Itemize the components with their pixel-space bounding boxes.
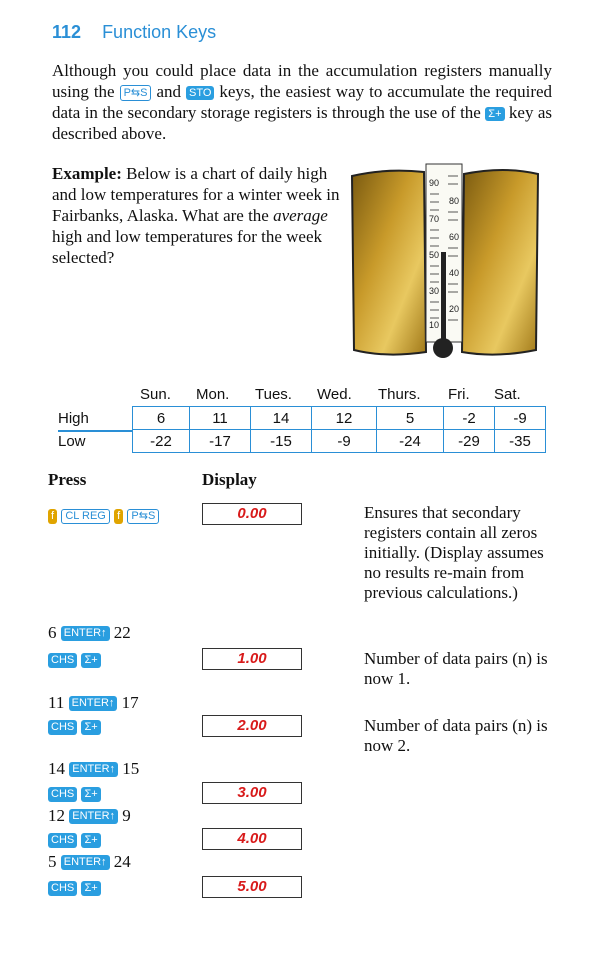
value-a: 11 [48,693,65,712]
press-step-3-keys [48,783,101,804]
cl-reg-key-icon: CL REG [61,509,110,524]
chs-key-icon: CHS [48,833,77,848]
value-a: 5 [48,852,57,871]
scale-label-right-4: 20 [449,304,460,314]
enter-key-icon: ENTER↑ [61,855,110,870]
ice-block-left [352,171,426,355]
ice-block-right [462,170,538,355]
intro-paragraph [52,60,552,144]
scale-label-right-1: 80 [449,196,460,206]
day-sun: Sun. [140,386,171,403]
row-label: High [58,409,89,427]
enter-key-icon: ENTER↑ [69,809,118,824]
display-readout: 5.00 [202,876,302,898]
press-step-2-entry [48,692,139,713]
press-step-5-keys [48,877,101,898]
table-cell: 5 [377,407,444,430]
day-mon: Mon. [196,386,230,403]
chs-key-icon: CHS [48,653,77,668]
sigma-plus-key-icon: Σ+ [81,720,100,735]
display-readout: 2.00 [202,715,302,737]
sigma-plus-key-icon: Σ+ [485,107,504,121]
value-a: 14 [48,759,65,778]
value-b: 9 [122,806,131,825]
table-row-low [58,430,546,453]
chs-key-icon: CHS [48,881,77,896]
value-b: 24 [113,852,131,871]
table-cell: 11 [190,407,251,430]
thermometer-illustration [346,162,542,362]
display-readout: 1.00 [202,648,302,670]
value-b: 15 [122,759,140,778]
pxs-key-icon: P⇆S [120,85,152,101]
example-text-1: Below is a chart of daily high and low temperatures for a winter week in Fairbanks, Alaska. What are the [52,164,340,225]
example-text-2: high and low temperatures for the week selected? [52,227,323,267]
table-cell: -22 [133,430,190,453]
press-step-4-entry [48,805,131,826]
day-fri: Fri. [448,386,470,403]
press-step-5-entry [48,851,131,872]
table-cell: -24 [377,430,444,453]
thermometer-tube [441,252,446,342]
value-b: 17 [121,693,139,712]
press-step-1-entry [48,622,131,643]
f-key-icon: f [114,509,123,524]
scale-label-left-5: 10 [429,320,440,330]
page-header [52,22,216,43]
thermometer-bulb [433,338,453,358]
step-note: Number of data pairs (n) is now 2. [364,716,548,755]
row-label: Low [58,432,86,450]
table-cell: 6 [133,407,190,430]
table-cell: 14 [251,407,312,430]
press-step-1-keys [48,649,101,670]
scale-label-right-2: 60 [449,232,460,242]
scale-label-left-2: 70 [429,214,440,224]
sigma-plus-key-icon: Σ+ [81,833,100,848]
example-label: Example: [52,164,122,183]
display-column-header: Display [202,470,257,489]
sigma-plus-key-icon: Σ+ [81,881,100,896]
press-step-0 [48,505,159,526]
scale-label-right-3: 40 [449,268,460,278]
day-wed: Wed. [317,386,352,403]
table-cell: -2 [444,407,495,430]
table-cell: -15 [251,430,312,453]
sigma-plus-key-icon: Σ+ [81,787,100,802]
chs-key-icon: CHS [48,720,77,735]
example-paragraph [52,163,342,268]
step-note: Ensures that secondary registers contain all zeros initially. (Display assumes no results re-main from previous calculations.) [364,503,544,602]
page-number: 112 [52,22,82,42]
intro-text-4: key as described above. [52,103,553,143]
pxs-key-icon: P⇆S [127,509,159,524]
intro-text-1: Although you could place data in the accumulation registers manually using the [52,61,552,101]
day-sat: Sat. [494,386,521,403]
example-italic: average [273,206,328,225]
step-note: Number of data pairs (n) is now 1. [364,649,548,688]
value-b: 22 [113,623,131,642]
sigma-plus-key-icon: Σ+ [81,653,100,668]
day-thurs: Thurs. [378,386,421,403]
intro-text-2: and [156,82,181,101]
day-tues: Tues. [255,386,292,403]
scale-label-left-4: 30 [429,286,440,296]
table-cell: -9 [312,430,377,453]
press-column-header: Press [48,470,87,489]
display-readout: 4.00 [202,828,302,850]
sto-key-icon: STO [186,86,214,100]
table-cell: 12 [312,407,377,430]
enter-key-icon: ENTER↑ [61,626,110,641]
enter-key-icon: ENTER↑ [69,762,118,777]
press-step-2-keys [48,716,101,737]
table-row-high [58,407,546,430]
value-a: 12 [48,806,65,825]
press-step-3-entry [48,758,139,779]
enter-key-icon: ENTER↑ [69,696,118,711]
page-title: Function Keys [102,22,217,42]
table-divider [58,430,132,432]
display-readout: 3.00 [202,782,302,804]
display-readout: 0.00 [202,503,302,525]
intro-text-3: keys, the easiest way to accumulate the required data in the secondary storage registers is through the use of the [52,82,553,122]
table-cell: -9 [495,407,546,430]
chs-key-icon: CHS [48,787,77,802]
table-cell: -35 [495,430,546,453]
scale-label-left-1: 90 [429,178,440,188]
table-cell: -29 [444,430,495,453]
table-cell: -17 [190,430,251,453]
scale-label-left-3: 50 [429,250,440,260]
value-a: 6 [48,623,57,642]
f-key-icon: f [48,509,57,524]
press-step-4-keys [48,829,101,850]
